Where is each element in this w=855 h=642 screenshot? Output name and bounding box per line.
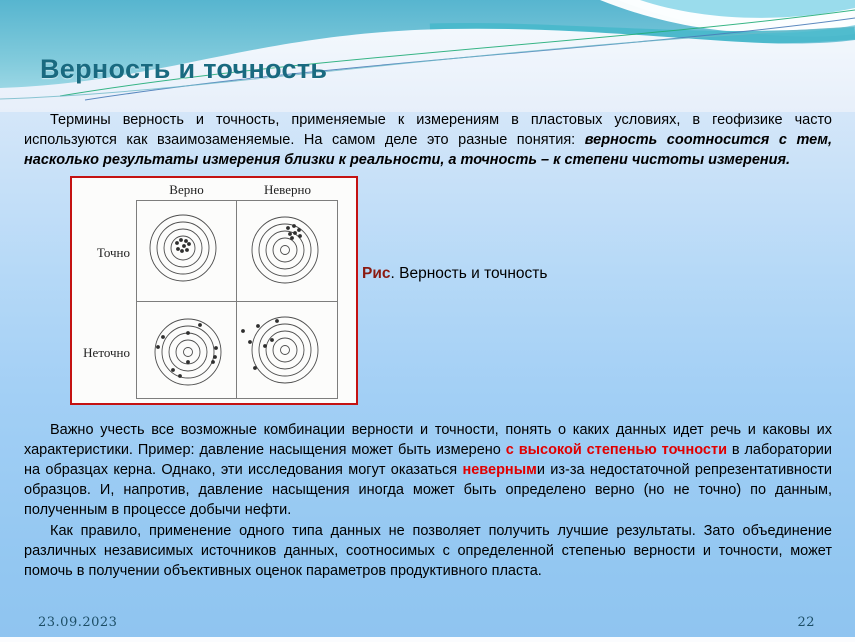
page-title: Верность и точность	[40, 54, 328, 84]
figure-caption	[362, 265, 547, 283]
targets-diagram	[136, 200, 338, 399]
target-imprecise-true	[155, 319, 221, 385]
intro-emphasis-text: верность соотносится с тем, насколько результаты измерения близки к реальности, а точность – к степени чистоты измерения.	[24, 132, 832, 168]
figure-caption-text: . Верность и точность	[390, 265, 548, 282]
example-text-3: и из-за недостаточной репрезентативности образцов. И, напротив, давление насыщения иногда может быть определено верно (но не точно) по данным, полученным в процессе добычи нефти.	[24, 462, 832, 518]
figure-row-label-imprecise: Неточно	[83, 345, 130, 360]
target-precise-false	[252, 217, 318, 283]
figure-row-label-precise: Точно	[96, 245, 130, 260]
target-precise-true	[150, 215, 216, 281]
paragraph-intro	[24, 110, 832, 170]
figure-column-label-true: Верно	[169, 182, 204, 197]
target-imprecise-false	[241, 317, 318, 383]
example-highlight-untrue: неверным	[462, 462, 537, 478]
paragraph-conclusion: Как правило, применение одного типа данных не позволяет получить лучшие результаты. Зато объединение различных независимых источников данных, соотносимых с определенной степенью верности и точности, может помочь в получении объективных оценок параметров продуктивного пласта.	[24, 523, 832, 579]
example-text-2: в лаборатории на образцах керна. Однако, эти исследования могут оказаться	[24, 442, 832, 478]
paragraph-example	[24, 420, 832, 520]
example-text-1: Важно учесть все возможные комбинации верности и точности, понять о каких данных идет речь и каковы их характеристики. Пример: давление насыщения может быть измерено	[24, 422, 832, 458]
figure-trueness-precision	[70, 176, 358, 405]
figure-caption-label: Рис	[362, 265, 391, 282]
page-number: 22	[797, 615, 815, 630]
bottom-edge-strip	[0, 637, 855, 642]
footer-date: 23.09.2023	[38, 615, 118, 630]
figure-column-label-false: Неверно	[264, 182, 311, 197]
figure-canvas	[72, 178, 356, 403]
example-highlight-precision: с высокой степенью точности	[505, 442, 727, 458]
intro-text: Термины верность и точность, применяемые к измерениям в пластовых условиях, в геофизике часто используются как взаимозаменяемые. На самом деле это разные понятия:	[24, 112, 832, 148]
